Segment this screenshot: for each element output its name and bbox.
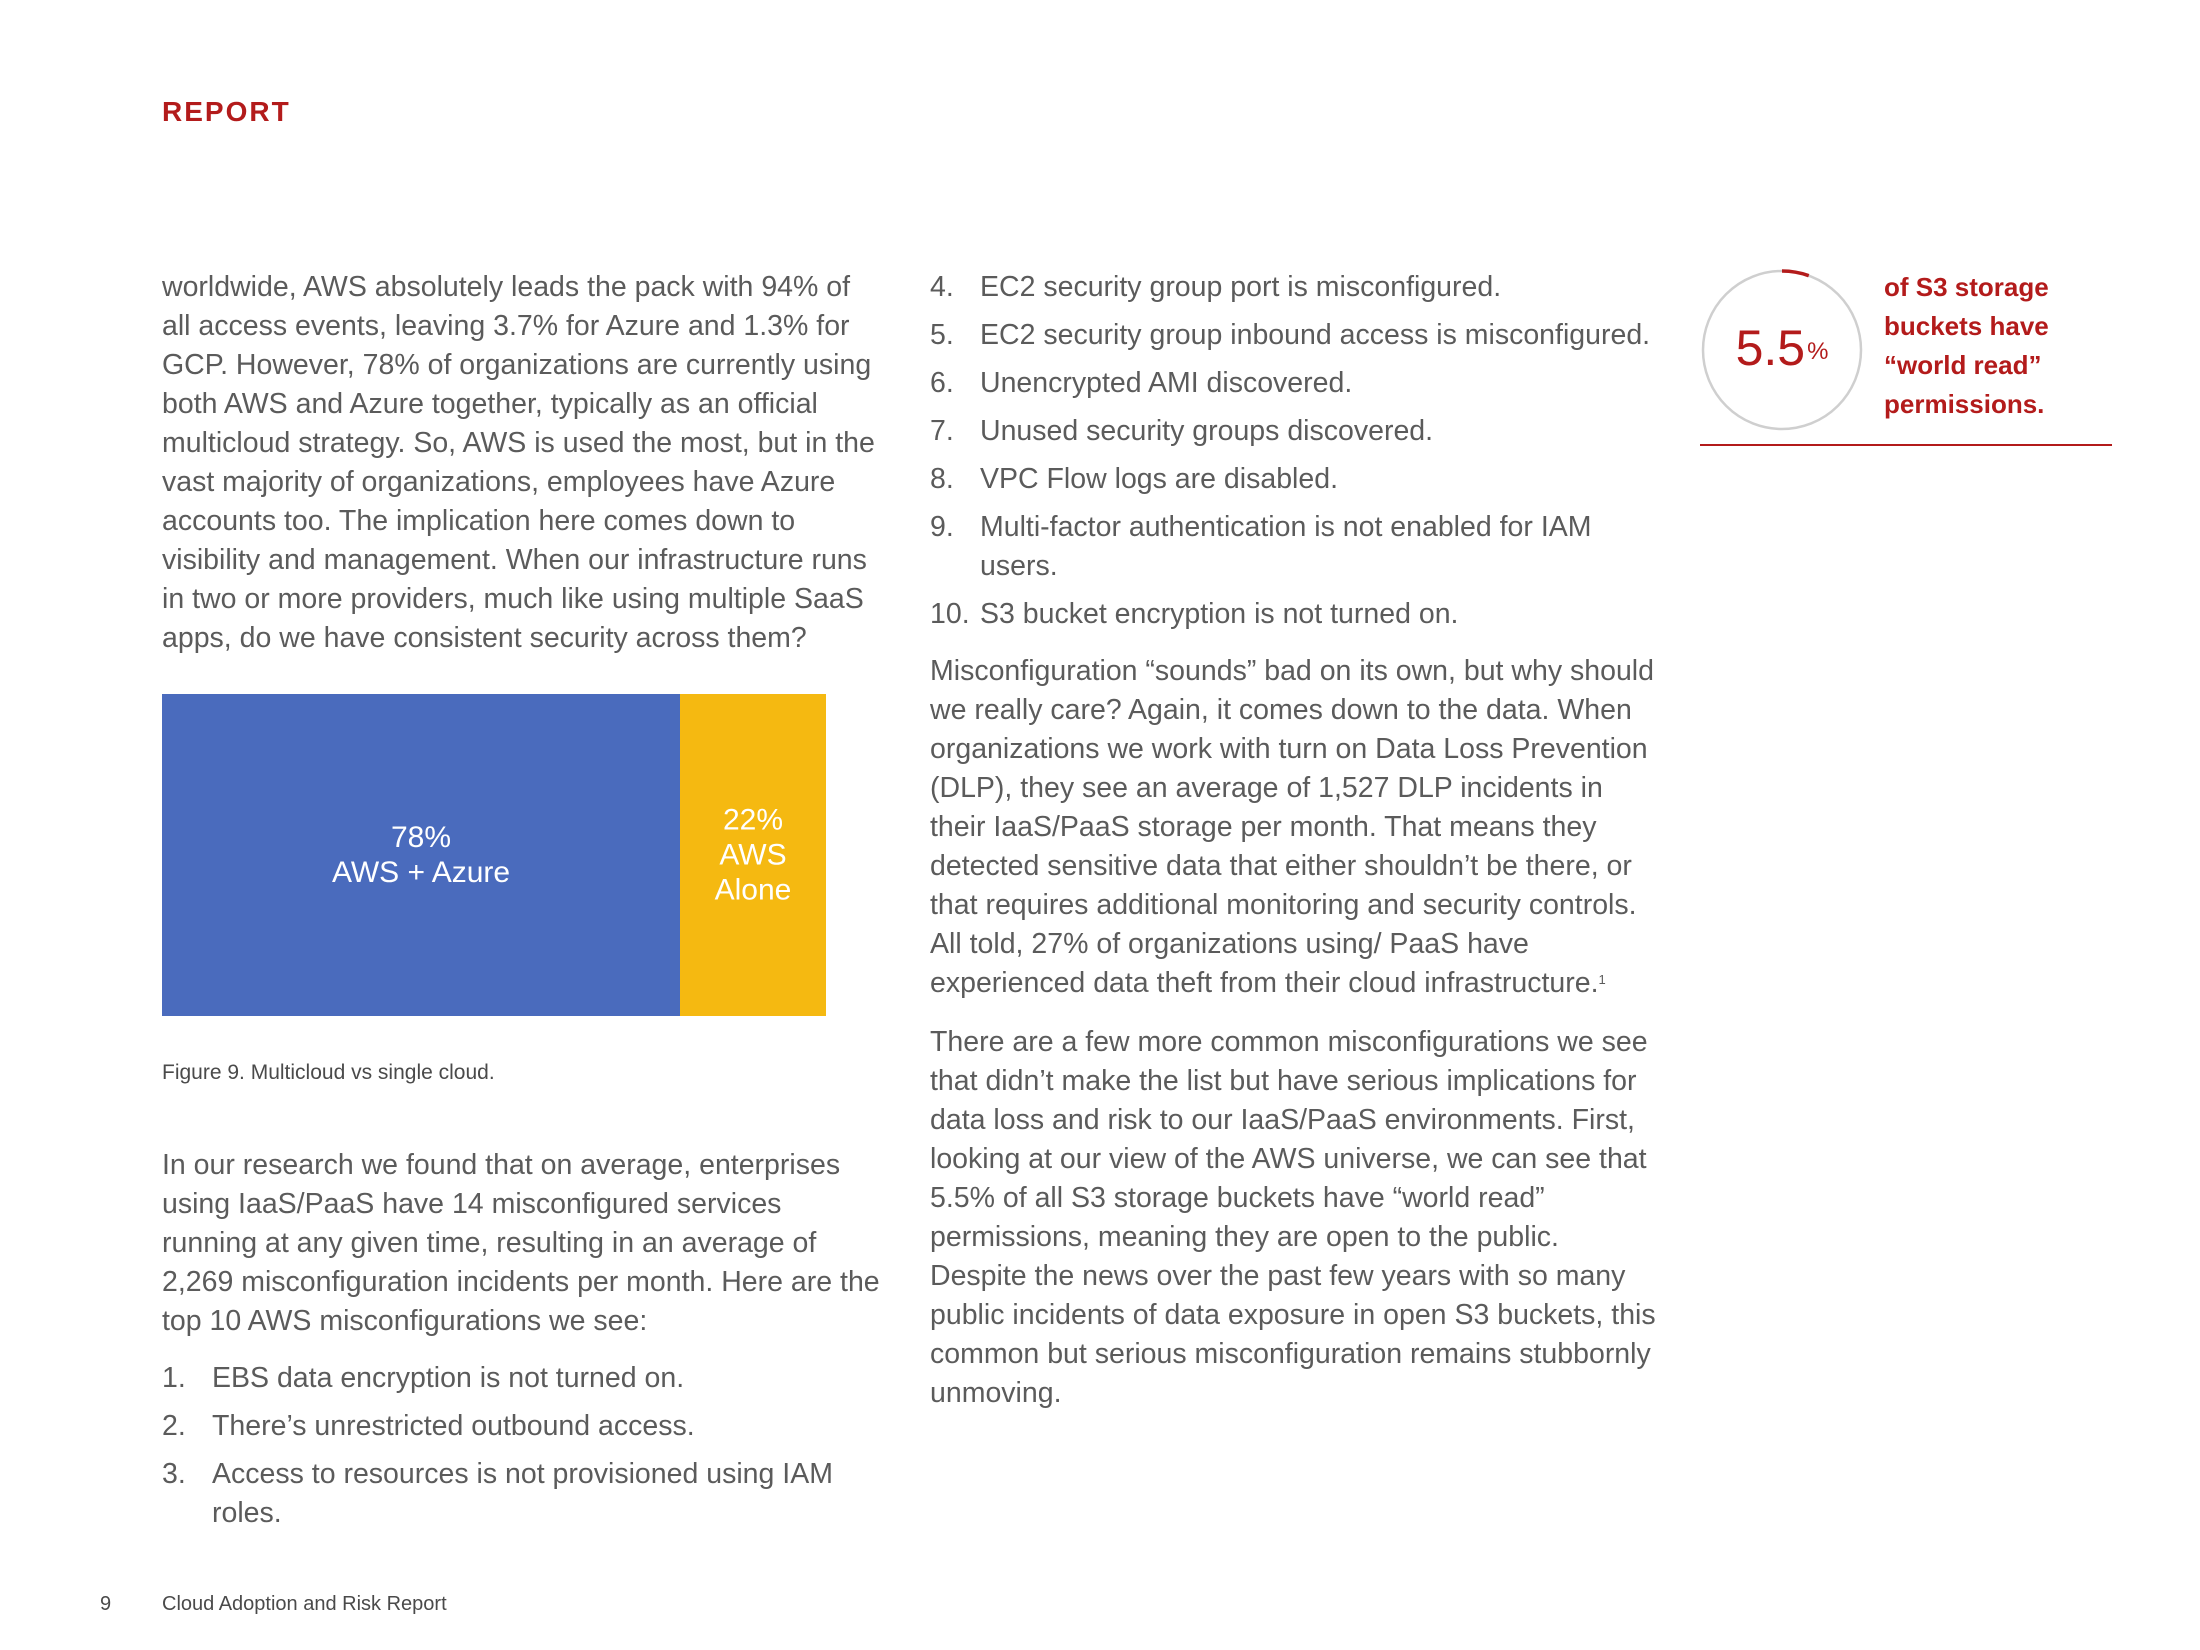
list-text: Access to resources is not provisioned using IAM roles. xyxy=(212,1458,833,1529)
list-number: 6. xyxy=(930,367,954,399)
list-number: 9. xyxy=(930,511,954,543)
list-item xyxy=(930,508,1660,586)
list-number: 3. xyxy=(162,1458,186,1490)
list-number: 5. xyxy=(930,319,954,351)
middle-column xyxy=(930,268,1660,1413)
callout-divider xyxy=(1700,444,2112,446)
list-number: 8. xyxy=(930,463,954,495)
list-text: EC2 security group port is misconfigured. xyxy=(980,271,1502,303)
list-number: 7. xyxy=(930,415,954,447)
list-item xyxy=(162,1359,882,1398)
dlp-paragraph xyxy=(930,652,1660,1003)
list-text: S3 bucket encryption is not turned on. xyxy=(980,598,1459,630)
list-item xyxy=(930,595,1660,634)
list-text: EBS data encryption is not turned on. xyxy=(212,1362,685,1394)
list-text: There’s unrestricted outbound access. xyxy=(212,1410,695,1442)
bar-value-label: 22% xyxy=(722,803,784,837)
list-text: VPC Flow logs are disabled. xyxy=(980,463,1339,495)
bar-label xyxy=(680,803,826,908)
bar-value-label: 78% xyxy=(390,821,452,854)
list-item xyxy=(162,1407,882,1446)
list-text: Unused security groups discovered. xyxy=(980,415,1434,447)
bar-label xyxy=(162,820,680,890)
footer-title: Cloud Adoption and Risk Report xyxy=(162,1593,447,1615)
research-paragraph: In our research we found that on average, enterprises using IaaS/PaaS have 14 misconfigured services running at any given time, resulting in an average of 2,269 misconfiguration incidents per month. Here are the top 10 AWS misconfigurations we see: xyxy=(162,1149,880,1337)
bar-segment xyxy=(680,694,826,1016)
list-number: 10. xyxy=(930,598,970,630)
list-item xyxy=(930,364,1660,403)
list-number: 4. xyxy=(930,271,954,303)
list-number: 1. xyxy=(162,1362,186,1394)
stat-description: of S3 storage buckets have “world read” permissions. xyxy=(1884,272,2049,419)
left-column xyxy=(162,268,882,1542)
dlp-paragraph-text: Misconfiguration “sounds” bad on its own, but why should we really care? Again, it comes down to the data. When organizations we work with turn on Data Loss Prevention (DLP), they see an average of 1,527 DLP incidents in their IaaS/PaaS storage per month. That means they detected sensitive data that either shouldn’t be there, or that requires additional monitoring and security controls. All told, 27% of organizations using/ PaaS have experienced data theft from their cloud infrastructure. xyxy=(930,655,1654,999)
figure-caption: Figure 9. Multicloud vs single cloud. xyxy=(162,1061,495,1084)
list-number: 2. xyxy=(162,1410,186,1442)
stat-callout xyxy=(1700,268,2112,448)
stat-number: 5.5 xyxy=(1735,320,1806,376)
bar-segment xyxy=(162,694,680,1016)
bar-category-label: AWS xyxy=(719,838,787,872)
list-text: EC2 security group inbound access is misconfigured. xyxy=(980,319,1651,351)
s3-paragraph: There are a few more common misconfigurations we see that didn’t make the list but have serious implications for data loss and risk to our IaaS/PaaS environments. First, looking at our view of the AWS universe, we can see that 5.5% of all S3 storage buckets have “world read” permissions, meaning they are open to the public. Despite the news over the past few years with so many public incidents of data exposure in open S3 buckets, this common but serious misconfiguration remains stubbornly unmoving. xyxy=(930,1026,1656,1409)
list-text: Unencrypted AMI discovered. xyxy=(980,367,1353,399)
list-item xyxy=(930,412,1660,451)
report-label: REPORT xyxy=(162,96,291,127)
bar-category-label: Alone xyxy=(714,873,792,907)
bar-category-label: AWS + Azure xyxy=(331,856,511,889)
intro-paragraph: worldwide, AWS absolutely leads the pack with 94% of all access events, leaving 3.7% for Azure and 1.3% for GCP. However, 78% of organizations are currently using both AWS and Azure together, typically as an official multicloud strategy. So, AWS is used the most, but in the vast majority of organizations, employees have Azure accounts too. The implication here comes down to visibility and management. When our infrastructure runs in two or more providers, much like using multiple SaaS apps, do we have consistent security across them? xyxy=(162,271,875,654)
misconfig-list-2 xyxy=(930,268,1660,634)
page-number: 9 xyxy=(100,1593,112,1615)
list-text: Multi-factor authentication is not enabled for IAM users. xyxy=(980,511,1592,582)
stat-unit: % xyxy=(1807,338,1829,365)
footnote-marker: 1 xyxy=(1598,972,1606,987)
list-item xyxy=(930,268,1660,307)
list-item xyxy=(930,316,1660,355)
multicloud-chart xyxy=(162,694,826,1016)
list-item xyxy=(930,460,1660,499)
list-item xyxy=(162,1455,882,1533)
stat-value xyxy=(1700,318,1864,378)
misconfig-list-1 xyxy=(162,1359,882,1533)
